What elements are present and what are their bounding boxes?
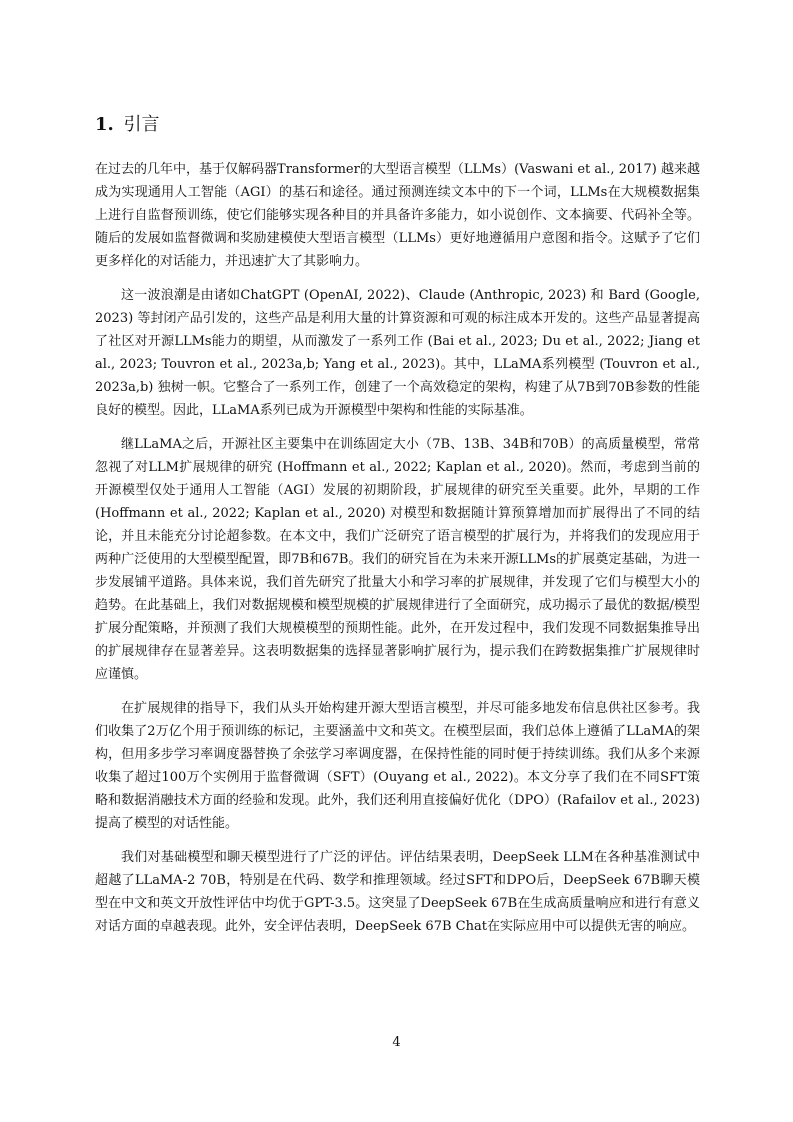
paragraph-closed-products: 这一波浪潮是由诸如ChatGPT (OpenAI, 2022)、Claude (Anthropic, 2023) 和 Bard (Google, 2023) 等封闭产品引发的，这些产品是利用大量的计算资源和可观的标注成本开发的。这些产品显著提高了社区对开源LLMs能力的期望，从而激发了一系列工作 (Bai et al., 2023; Du et al., 2022; Jiang et al., 2023; Touvron et al., 2023a,b; Yang et al., 2023)。其中，LLaMA系列模型 (Touvron et al., 2023a,b) 独树一帜。它整合了一系列工作，创建了一个高效稳定的架构，构建了从7B到70B参数的性能良好的模型。因此，LLaMA系列已成为开源模型中架构和性能的实际基准。 — [95, 288, 700, 418]
page-body — [95, 112, 700, 949]
paragraph-model-construction: 在扩展规律的指导下，我们从头开始构建开源大型语言模型，并尽可能多地发布信息供社区参考。我们收集了2万亿个用于预训练的标记，主要涵盖中文和英文。在模型层面，我们总体上遵循了LLaMA的架构，但用多步学习率调度器替换了余弦学习率调度器，在保持性能的同时便于持续训练。我们从多个来源收集了超过100万个实例用于监督微调（SFT）(Ouyang et al., 2022)。本文分享了我们在不同SFT策略和数据消融技术方面的经验和发现。此外，我们还利用直接偏好优化（DPO）(Rafailov et al., 2023) 提高了模型的对话性能。 — [95, 701, 700, 831]
paragraph-evaluation: 我们对基础模型和聊天模型进行了广泛的评估。评估结果表明，DeepSeek LLM在各种基准测试中超越了LLaMA-2 70B，特别是在代码、数学和推理领域。经过SFT和DPO后，DeepSeek 67B聊天模型在中文和英文开放性评估中均优于GPT-3.5。这突显了DeepSeek 67B在生成高质量响应和进行有意义对话方面的卓越表现。此外，安全评估表明，DeepSeek 67B Chat在实际应用中可以提供无害的响应。 — [95, 850, 700, 934]
page-number: 4 — [392, 1035, 401, 1050]
section-number: 1. — [95, 114, 114, 135]
paragraph-intro: 在过去的几年中，基于仅解码器Transformer的大型语言模型（LLMs）(Vaswani et al., 2017) 越来越成为实现通用人工智能（AGI）的基石和途径。通过预测连续文本中的下一个词，LLMs在大规模数据集上进行自监督预训练，使它们能够实现各种目的并具备许多能力，如小说创作、文本摘要、代码补全等。随后的发展如监督微调和奖励建模使大型语言模型（LLMs）更好地遵循用户意图和指令。这赋予了它们更多样化的对话能力，并迅速扩大了其影响力。 — [95, 162, 700, 269]
paragraph-scaling-laws: 继LLaMA之后，开源社区主要集中在训练固定大小（7B、13B、34B和70B）的高质量模型，常常忽视了对LLM扩展规律的研究 (Hoffmann et al., 2022; Kaplan et al., 2020)。然而，考虑到当前的开源模型仅处于通用人工智能（AGI）发展的初期阶段，扩展规律的研究至关重要。此外，早期的工作 (Hoffmann et al., 2022; Kaplan et al., 2020) 对模型和数据随计算预算增加而扩展得出了不同的结论，并且未能充分讨论超参数。在本文中，我们广泛研究了语言模型的扩展行为，并将我们的发现应用于两种广泛使用的大型模型配置，即7B和67B。我们的研究旨在为未来开源LLMs的扩展奠定基础，为进一步发展铺平道路。具体来说，我们首先研究了批量大小和学习率的扩展规律，并发现了它们与模型大小的趋势。在此基础上，我们对数据规模和模型规模的扩展规律进行了全面研究，成功揭示了最优的数据/模型扩展分配策略，并预测了我们大规模模型的预期性能。此外，在开发过程中，我们发现不同数据集推导出的扩展规律存在显著差异。这表明数据集的选择显著影响扩展行为，提示我们在跨数据集推广扩展规律时应谨慎。 — [95, 437, 700, 682]
section-title: 引言 — [123, 114, 160, 135]
section-heading — [95, 112, 700, 138]
